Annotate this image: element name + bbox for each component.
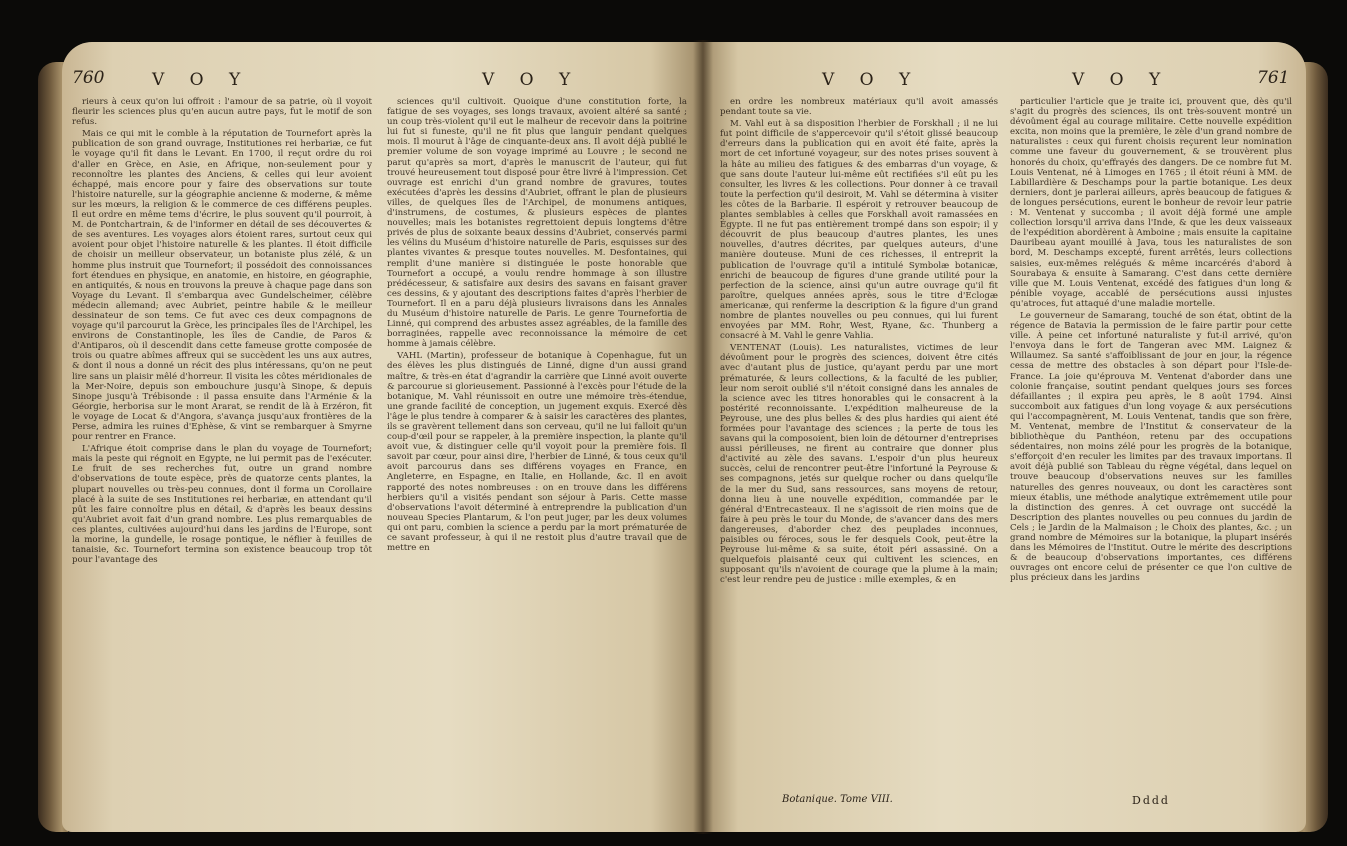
paragraph: VENTENAT (Louis). Les naturalistes, victimes de leur dévoûment pour le progrès des sciences, doivent être cités avec d'autant plus de justice, qu'ayant perdu par une mort prématurée, & leurs collections, & la faculté de les publier, leur nom seroit oublié s'il n'étoit consigné dans les annales de la science avec les titres honorables qui le consacrent à la postérité reconnoissante. L'expédition malheureuse de la Peyrouse, une des plus belles & des plus hardies qui aient été formées pour l'avantage des sciences ; la perte de tous les savans qui la composoient, bien loin de détourner d'entreprises aussi périlleuses, ne firent au contraire que donner plus d'activité au zèle des savans. L'espoir d'un plus heureux succès, celui de rencontrer peut-être l'infortuné la Peyrouse & ses compagnons, jetés sur quelque rocher ou dans quelqu'île de la mer du Sud, sans ressources, sans moyens de retour, donna lieu à une nouvelle expédition, commandée par le général d'Entrecasteaux. Il ne s'agissoit de rien moins que de faire à peu près le tour du Monde, de s'avancer dans des mers dangereuses, d'aborder chez des peuplades inconnues, paisibles ou féroces, sous le fer desquels Cook, peut-être la Peyrouse lui-même & sa suite, étoit péri assassiné. On a quelquefois plaisanté ceux qui cultivent les sciences, en supposant qu'ils n'avoient de courage que la plume à la main; c'est leur rendre peu de justice : mille exemples, & en (720, 343, 998, 586)
running-head: V O Y (822, 70, 921, 90)
paragraph: L'Afrique étoit comprise dans le plan du voyage de Tournefort; mais la peste qui régnoit en Egypte, ne lui permit pas de l'exécuter. Le fruit de ses recherches fut, outre un grand nombre d'observations de toute espèce, près de quatorze cents plantes, la plupart nouvelles ou très-peu connues, dont il forma un Corollaire placé à la suite de ses Institutiones rei herbariæ, en attendant qu'il pût les faire connoître plus en détail, & d'après les beaux dessins qu'Aubriet avoit fait d'un grand nombre. Les plus remarquables de ces plantes, cultivées aujourd'hui dans les jardins de l'Europe, sont la morine, la gundelle, le rosage pontique, le néflier à feuilles de tanaisie, &c. Tournefort termina son existence beaucoup trop tôt pour l'avantage des (72, 444, 372, 566)
left-page (62, 42, 702, 832)
page-number: 760 (72, 68, 105, 88)
text-column-2 (387, 97, 687, 555)
text-column-1 (720, 97, 998, 588)
running-head: V O Y (482, 70, 581, 90)
running-head: V O Y (152, 70, 251, 90)
paragraph: VAHL (Martin), professeur de botanique à Copenhague, fut un des élèves les plus distingués de Linné, digne d'un aussi grand maître, & très-en état d'agrandir la carrière que Linné avoit ouverte & parcourue si glorieusement. Passionné à l'excès pour l'étude de la botanique, M. Vahl réunissoit en outre une mémoire très-étendue, une grande facilité de conception, un jugement exquis. Exercé dès l'âge le plus tendre à comparer & à saisir les caractères des plantes, ils se gravèrent tellement dans son cerveau, qu'il ne lui falloit qu'un coup-d'œil pour se rappeler, à la première inspection, la plante qu'il avoit vue, & distinguer celle qu'il voyoit pour la première fois. Il savoit par cœur, pour ainsi dire, l'herbier de Linné, & tous ceux qu'il avoit parcourus dans ses différens voyages en France, en Angleterre, en Espagne, en Italie, en Hollande, &c. Il en avoit rapporté des notes nombreuses : on en trouve dans les différens herbiers qu'il a visités pendant son séjour à Paris. Cette masse d'observations l'avoit déterminé à entreprendre la publication d'un nouveau Species Plantarum, & l'on peut juger, par les deux volumes qui ont paru, combien la science a perdu par la mort prématurée de ce savant professeur, à qui il ne restoit plus d'autre travail que de mettre en (387, 351, 687, 554)
paragraph: Mais ce qui mit le comble à la réputation de Tournefort après la publication de son grand ouvrage, Institutiones rei herbariæ, ce fut le voyage qu'il fit dans le Levant. En 1700, il reçut ordre du roi d'aller en Grèce, en Asie, en Afrique, non-seulement pour y reconnoître les plantes des Anciens, & celles qui leur avoient échappé, mais encore pour y faire des observations sur toute l'histoire naturelle, sur la géographie ancienne & moderne, & même sur les mœurs, la religion & le commerce de ces différens peuples. Il eut ordre en même tems d'écrire, le plus souvent qu'il pourroit, à M. de Pontchartrain, & de l'informer en détail de ses découvertes & de ses aventures. Les voyages alors étoient rares, surtout ceux qui avoient pour objet l'histoire naturelle & les plantes. Il étoit difficile de choisir un meilleur observateur, un botaniste plus zélé, & un homme plus instruit que Tournefort; il possédoit des connoissances fort étendues en physique, en anatomie, en histoire, en géographie, en antiquités, & nous en trouvons la preuve à chaque page dans son Voyage du Levant. Il s'embarqua avec Gundelscheimer, célèbre médecin allemand; avec Aubriet, peintre habile & le meilleur dessinateur de son tems. Ce fut avec ces deux compagnons de voyage qu'il parcourut la Grèce, les principales îles de l'Archipel, les environs de Constantinople, les îles de Candie, de Paros & d'Antiparos, où il descendit dans cette fameuse grotte composée de trois ou quatre abîmes affreux qui se succèdent les uns aux autres, & dont il nous a donné un récit des plus intéressans, qu'on ne peut lire sans un plaisir mêlé d'horreur. Il visita les côtes méridionales de la Mer-Noire, depuis son embouchure jusqu'à Sinope, & depuis Sinope jusqu'à Trébisonde : il passa ensuite dans l'Arménie & la Géorgie, herborisa sur le mont Ararat, se rendit de là à Erzéron, fit le voyage de Locat & d'Angora, s'avança jusqu'aux frontières de la Perse, admira les ruines d'Ephèse, & vint se rembarquer à Smyrne pour rentrer en France. (72, 129, 372, 443)
gathering-signature: Dddd (1132, 794, 1170, 807)
paragraph: particulier l'article que je traite ici, prouvent que, dès qu'il s'agit du progrès des sciences, ils ont très-souvent montré un dévoûment égal au courage militaire. Cette nouvelle expédition excita, non moins que la première, le zèle d'un grand nombre de naturalistes : ceux qui furent choisis reçurent leur nomination comme une faveur du gouvernement, & se trouvèrent plus honorés du choix, qu'effrayés des dangers. De ce nombre fut M. Louis Ventenat, né à Limoges en 1765 ; il étoit réuni à MM. de Labillardière & Deschamps pour la partie botanique. Les deux derniers, dont je parlerai ailleurs, après beaucoup de fatigues & de longues persécutions, eurent le bonheur de revoir leur patrie : M. Ventenat y succomba ; il avoit déjà formé une ample collection lorsqu'il arriva dans l'Inde, & que les deux vaisseaux de l'expédition abordèrent à Amboine ; mais ensuite la capitaine Dauribeau ayant mouillé à Java, tous les naturalistes de son bord, M. Deschamps excepté, furent arrêtés, leurs collections saisies, eux-mêmes relégués & même incarcérés d'abord à Sourabaya & ensuite à Samarang. C'est dans cette dernière ville que M. Louis Ventenat, excédé des fatigues d'un long & pénible voyage, accablé de persécutions aussi injustes qu'atroces, fut attaqué d'une maladie mortelle. (1010, 97, 1292, 309)
signature-line: Botanique. Tome VIII. (782, 794, 893, 805)
page-number: 761 (1257, 68, 1290, 88)
paragraph: Le gouverneur de Samarang, touché de son état, obtint de la régence de Batavia la permission de le faire partir pour cette ville. À peine cet infortuné naturaliste y fut-il arrivé, qu'on l'envoya dans le fort de Tangeran avec MM. Laignez & Willaumez. Sa santé s'affoiblissant de jour en jour, la régence cessa de mettre des obstacles à son départ pour l'Isle-de-France. La joie qu'éprouva M. Ventenat d'aborder dans une colonie française, soutint pendant quelques jours ses forces défaillantes ; il expira peu après, le 8 août 1794. Ainsi succomboit aux fatigues d'un long voyage & aux persécutions qui l'accompagnèrent, M. Louis Ventenat, tandis que son frère, M. Ventenat, membre de l'Institut & conservateur de la bibliothèque du Panthéon, retenu par des occupations sédentaires, non moins zélé pour les progrès de la botanique, s'efforçoit d'en reculer les limites par des travaux importans. Il avoit déjà publié son Tableau du règne végétal, dans lequel on trouve beaucoup d'observations neuves sur les familles naturelles des genres nouveaux, ou dont les caractères sont mieux établis, une méthode analytique extrêmement utile pour la distinction des genres. À cet ouvrage ont succédé la Description des plantes nouvelles ou peu connues du jardin de Cels ; le Jardin de la Malmaison ; le Choix des plantes, &c. ; un grand nombre de Mémoires sur la botanique, la plupart insérés dans les Mémoires de l'Institut. Outre le mérite des descriptions & de beaucoup d'observations importantes, ces différens ouvrages ont encore celui de présenter ce que l'on cultive de plus précieux dans les jardins (1010, 310, 1292, 584)
paragraph: en ordre les nombreux matériaux qu'il avoit amassés pendant toute sa vie. (720, 97, 998, 118)
running-head: V O Y (1072, 70, 1171, 90)
book-gutter (693, 40, 713, 834)
paragraph: sciences qu'il cultivoit. Quoique d'une constitution forte, la fatigue de ses voyages, ses longs travaux, avoient altéré sa santé ; un coup très-violent qu'il eut le malheur de recevoir dans la poitrine lui fut si funeste, qu'il ne fit plus que languir pendant quelques mois. Il mourut à l'âge de cinquante-deux ans. Il avoit déjà publié le premier volume de son voyage imprimé au Louvre ; le second ne parut qu'après sa mort, d'après le manuscrit de l'auteur, qui fut trouvé heureusement tout disposé pour être livré à l'impression. Cet ouvrage est enrichi d'un grand nombre de gravures, toutes exécutées d'après les dessins d'Aubriet, offrant le plan de plusieurs villes, de quelques îles de l'Archipel, de monumens antiques, d'instrumens, de costumes, & plusieurs espèces de plantes nouvelles; mais les botanistes regrettoient depuis longtems d'être privés de plus de soixante beaux dessins d'Aubriet, conservés parmi les vélins du Muséum d'histoire naturelle de Paris, esquisses sur des plantes vivantes & presque toutes nouvelles. M. Desfontaines, qui remplit d'une manière si distinguée le poste honorable que Tournefort a occupé, a voulu rendre hommage à son illustre prédécesseur, & satisfaire aux desirs des savans en faisant graver ces dessins, & y ajoutant des descriptions faites d'après l'herbier de Tournefort. Il en a paru déjà plusieurs livraisons dans les Annales du Muséum d'histoire naturelle de Paris. Le genre Tournefortia de Linné, qui comprend des arbustes assez agréables, de la famille des borraginées, rappelle avec reconnoissance la mémoire de cet homme à jamais célèbre. (387, 97, 687, 350)
paragraph: rieurs à ceux qu'on lui offroit : l'amour de sa patrie, où il voyoit fleurir les sciences plus qu'en aucun autre pays, fut le motif de son refus. (72, 97, 372, 128)
text-column-2 (1010, 97, 1292, 586)
text-column-1 (72, 97, 372, 567)
right-page (702, 42, 1306, 832)
book-spread (38, 22, 1328, 840)
paragraph: M. Vahl eut à sa disposition l'herbier de Forskhall ; il ne lui fut point difficile de s'appercevoir qu'il s'étoit glissé beaucoup d'erreurs dans la publication qui en avoit été faite, après la mort de cet infortuné voyageur, sur des notes prises souvent à la hâte au milieu des fatigues & des embarras d'un voyage, & que sans doute l'auteur lui-même eût rectifiées s'il eût pu les consulter, les livres & les collections. Pour donner à ce travail toute la perfection qu'il desiroit, M. Vahl se détermina à visiter les côtes de la Barbarie. Il espéroit y retrouver beaucoup de plantes semblables à celles que Forskhall avoit ramassées en Égypte. Il ne fut pas entièrement trompé dans son espoir; il y découvrit de plus beaucoup d'autres plantes, les unes nouvelles, d'autres décrites, par quelques auteurs, d'une manière douteuse. Muni de ces richesses, il entreprit la publication de l'ouvrage qu'il a intitulé Symbolæ botanicæ, enrichi de beaucoup de figures d'une grande utilité pour la perfection de la science, ainsi qu'un autre ouvrage qu'il fit paroître, quelques années après, sous le titre d'Eclogæ americanæ, qui renferme la description & la figure d'un grand nombre de plantes nouvelles ou peu connues, qui lui furent envoyées par MM. Rohr, West, Ryane, &c. Thunberg a consacré à M. Vahl le genre Vahlia. (720, 119, 998, 342)
